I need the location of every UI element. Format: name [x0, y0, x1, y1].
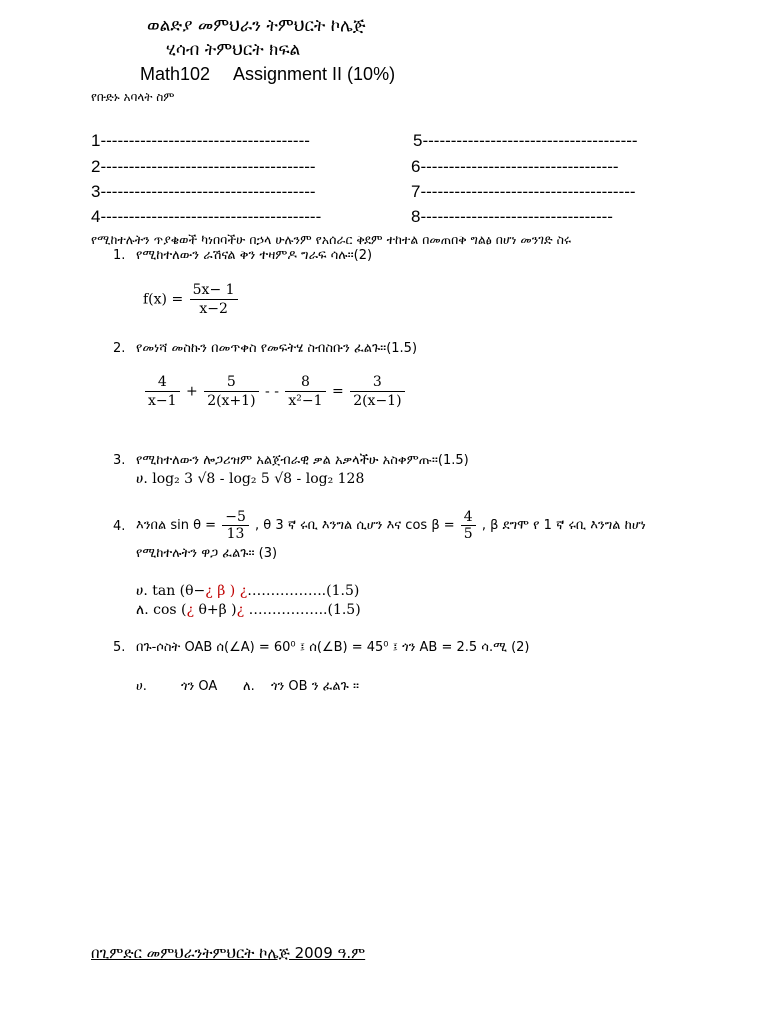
q1-numerator: 5x− 1 — [190, 282, 238, 300]
q4-frac1-num: −5 — [222, 510, 249, 526]
q4-frac2-num: 4 — [461, 510, 476, 526]
q2-equals: = — [332, 383, 344, 400]
q4-a-red: ¿ β ) ¿ — [205, 583, 248, 599]
member-line-5: 5-------------------------------------- — [413, 131, 638, 150]
member-line-7: 7-------------------------------------- — [411, 182, 636, 201]
q2-minus: - - — [265, 383, 279, 400]
q4-a-prefix: ሀ. tan (θ− — [136, 583, 206, 599]
q4-text-a: እንበል sin θ = — [136, 518, 217, 533]
q5-part-b: ጎን OB ን ፈልጉ ። — [271, 679, 360, 694]
q4-a-suffix: ……………..(1.5) — [247, 583, 360, 599]
q4-b-mid: θ+β ) — [194, 602, 237, 618]
q2-f2-num: 5 — [204, 374, 258, 392]
q4-text-c: , β ደግሞ የ 1 ኛ ሩቢ እንግል ከሆነ — [481, 518, 646, 533]
college-title: ወልድያ መምህራን ትምህርት ኮሌጅ — [147, 16, 366, 36]
q2-fraction-1 — [145, 374, 180, 409]
q5-part-a: ጎን OA — [181, 679, 218, 694]
q5-text: በጉ-ሶስት OAB ሰ(∠A) = 60⁰ ፤ ሰ(∠B) = 45⁰ ፤ ጎን AB = 2.5 ሳ.ሚ (2) — [136, 640, 530, 655]
q2-plus: + — [186, 383, 198, 400]
q2-fraction-4 — [350, 374, 404, 409]
footer-text: በጊምድር መምህራንትምህርት ኮሌጅ 2009 ዓ.ም — [91, 944, 366, 962]
course-code: Math102 — [140, 64, 211, 84]
assignment-title: Assignment II (10%) — [233, 64, 396, 84]
q5-number: 5. — [113, 640, 126, 655]
q1-text: የሚከተለውን ራሽናል ቅን ተዛምዶ ግራፍ ሳሉ።(2) — [136, 248, 373, 263]
q4-b-red2: ¿ — [236, 602, 245, 618]
q4-fraction-sin — [222, 510, 249, 541]
q4-text-b: , θ 3 ኛ ሩቢ እንግል ሲሆን እና cos β = — [255, 518, 455, 533]
q2-f1-den: x−1 — [148, 393, 177, 409]
q4-frac1-den: 13 — [226, 526, 245, 542]
q4-text-d: የሚከተሉትን ዋጋ ፈልጉ። (3) — [136, 546, 278, 561]
q2-f4-num: 3 — [350, 374, 404, 392]
q4-frac2-den: 5 — [463, 526, 473, 542]
group-members-label: የቡድኑ አባላት ስም — [91, 90, 175, 104]
q2-text: የመነሻ መስኩን በመጥቀስ የመፍትሄ ስብስቡን ፈልጉ።(1.5) — [136, 341, 418, 356]
member-line-2: 2-------------------------------------- — [91, 157, 316, 176]
q5-part-a-label: ሀ. — [136, 679, 147, 694]
q2-f1-num: 4 — [145, 374, 180, 392]
q2-f4-den: 2(x−1) — [353, 393, 402, 409]
member-line-8: 8---------------------------------- — [411, 207, 613, 226]
q4-fraction-cos — [461, 510, 476, 541]
department-title: ሂሳብ ትምህርት ክፍል — [166, 40, 301, 60]
q2-f3-den: x²−1 — [288, 393, 323, 409]
q1-denominator: x−2 — [199, 301, 228, 317]
q4-statement — [136, 510, 646, 541]
q4-b-red: ¿ — [186, 602, 194, 618]
q2-f2-den: 2(x+1) — [207, 393, 256, 409]
q3-text: የሚከተለውን ሎጋሪዝም አልጀብራዊ ቃል አቃላችሁ አስቀምጡ።(1.5) — [136, 453, 469, 468]
q2-fraction-2 — [204, 374, 258, 409]
q1-number: 1. — [113, 248, 126, 263]
member-line-6: 6----------------------------------- — [411, 157, 619, 176]
q4-number: 4. — [113, 519, 126, 534]
q4-part-b — [136, 602, 361, 618]
q3-expression: ሀ. log₂ 3 √8 - log₂ 5 √8 - log₂ 128 — [136, 471, 365, 487]
q2-f3-num: 8 — [285, 374, 325, 392]
q1-lhs: f(x) = — [143, 291, 184, 308]
instruction: የሚከተሉትን ጥያቄወች ካነበባችሁ በኃላ ሁሉንም የአሰራር ቅደም ተከተል በመጠበቅ ግልፅ በሆነ መንገድ ስሩ — [91, 232, 572, 247]
q3-number: 3. — [113, 453, 126, 468]
q5-part-b-label: ለ. — [243, 679, 255, 694]
q2-equation — [143, 374, 407, 409]
member-line-4: 4--------------------------------------- — [91, 207, 322, 226]
member-line-3: 3-------------------------------------- — [91, 182, 316, 201]
q1-fraction — [190, 282, 238, 317]
member-line-1: 1------------------------------------- — [91, 131, 310, 150]
q1-formula — [143, 282, 240, 317]
q4-b-suffix: ……………..(1.5) — [244, 602, 361, 618]
q2-number: 2. — [113, 341, 126, 356]
q2-fraction-3 — [285, 374, 325, 409]
q4-part-a — [136, 583, 359, 599]
q4-b-prefix: ለ. cos ( — [136, 602, 187, 618]
